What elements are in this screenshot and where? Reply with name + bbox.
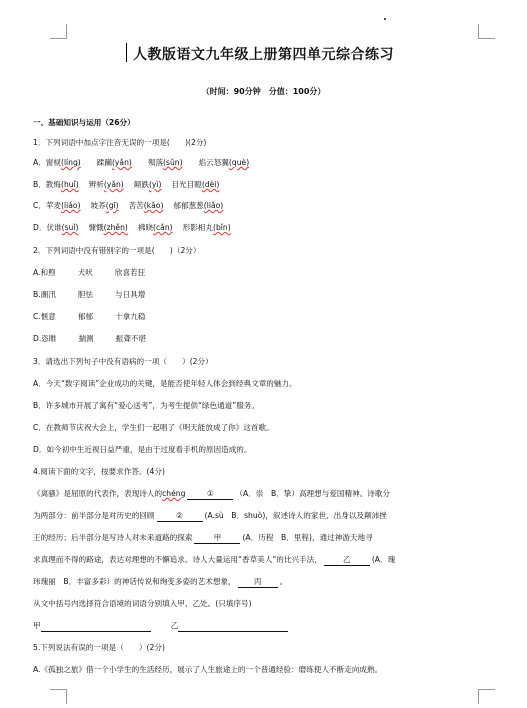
fill-blank-b[interactable] (178, 620, 288, 632)
crop-mark-top-right-h (478, 38, 495, 39)
crop-mark-top-right-v (478, 24, 479, 39)
q1-stem: 1．下列词语中加点字注音无误的一项是( )(2分) (33, 138, 207, 147)
q2-option-b: B.潮汛 胆怯 与日具增 (33, 290, 146, 299)
crop-mark-bottom-right-h (478, 689, 495, 690)
fill-label-b: 乙 (170, 621, 179, 630)
q5-stem: 5.下列说法有误的一项是（ ）(2分) (33, 643, 165, 652)
q2-option-a: A.和煦 犬吠 欣喜若狂 (33, 268, 146, 277)
fill-blank-a[interactable] (41, 620, 151, 632)
page-title: 人教版语文九年级上册第四单元综合练习 (133, 47, 394, 63)
q4-answer-line (33, 620, 288, 632)
q5-option-a: A.《孤独之旅》借一个小学生的生活经历，展示了人生旅途上的一个普通经验：磨练使人不断走向成熟。 (33, 665, 383, 674)
fill-label-a: 甲 (33, 621, 41, 630)
q1-option-b: B．教悔(huǐ) 辨析(yǎn) 颠跌(yì) 目光目瞪(dèi) (33, 180, 220, 189)
exam-meta: （时间：90分钟 分值：100分） (201, 87, 326, 96)
q2-stem: 2．下列词语中没有错别字的一项是( )（2分） (33, 246, 201, 255)
q2-option-c: C.惬意 郁郁 十拿九稳 (33, 312, 146, 321)
q4-passage-line-4: 求真理而不得的路途，表达对理想的不懈追求。诗人大量运用“香草美人”的比兴手法， 乙 (A．瑰 (33, 555, 396, 564)
q1-option-d: D．伏谁(suǐ) 慷慨(zhěn) 拂晓(cǎn) 形影相丸(bǐn) (33, 223, 231, 232)
q4-instruction: 从文中括号内选择符合语境的词语分别填入甲、乙处。(只填序号) (33, 599, 252, 608)
q2-option-d: D.恣睢 揣测 振聋不堪 (33, 334, 147, 343)
q1-option-a: A．窗棂(líng) 蹂躏(yǎn) 殒落(sǔn) 焰云怒翼(què) (33, 158, 250, 167)
q3-option-d: D．如今初中生近视日益严重，是由于过度看手机的原因造成的。 (33, 445, 252, 454)
q3-option-a: A．今天“数字阅读”企业成功的关键，是能否使年轻人体会到经典文章的魅力。 (33, 379, 297, 388)
crop-mark-top-left-h (50, 38, 67, 39)
q3-stem: 3．请选出下列句子中没有语病的一项（ ）(2分） (33, 357, 213, 366)
q4-passage-line-2: 为两部分：前半部分是对历史的回顾 ② (A.sù B．shuò)，叙述诗人的家世、出身以及颠沛挫 (33, 511, 387, 520)
q4-passage-line-3: 王的经历；后半部分是写诗人对未来道路的探索 甲 (A．历程 B．里程)，通过神游天地寻 (33, 533, 373, 542)
crop-mark-bottom-left-v (66, 689, 67, 704)
header-dot (384, 18, 386, 20)
crop-mark-bottom-left-h (50, 689, 67, 690)
q3-option-b: B．许多城市开展了寓有“爱心送考”，为考生提供“绿色通道”服务。 (33, 401, 259, 410)
q4-passage-line-5: 玮瑰丽 B．丰富多彩）的神话传说和绚变多姿的艺术想象， 丙 。 (33, 577, 288, 586)
q4-passage-line-1: 《离骚》是屈原的代表作，表现诗人的chéng ① （A．崇 B．挚）高理想与爱国精神。诗歌分 (33, 489, 391, 498)
q1-option-c: C．苹麦(liáo) 坡荞(gī) 苦苦(kǎo) 郁郁葱葱(liǎo) (33, 201, 224, 210)
crop-mark-bottom-right-v (478, 689, 479, 704)
q4-stem: 4.阅读下面的文字，按要求作答。(4分) (33, 467, 165, 476)
crop-mark-top-left-v (66, 24, 67, 39)
section-heading: 一、基础知识与运用（26分） (33, 118, 135, 127)
q3-option-c: C．在教师节庆祝大会上，学生们一起唱了《明天能放成了你》这首歌。 (33, 423, 274, 432)
